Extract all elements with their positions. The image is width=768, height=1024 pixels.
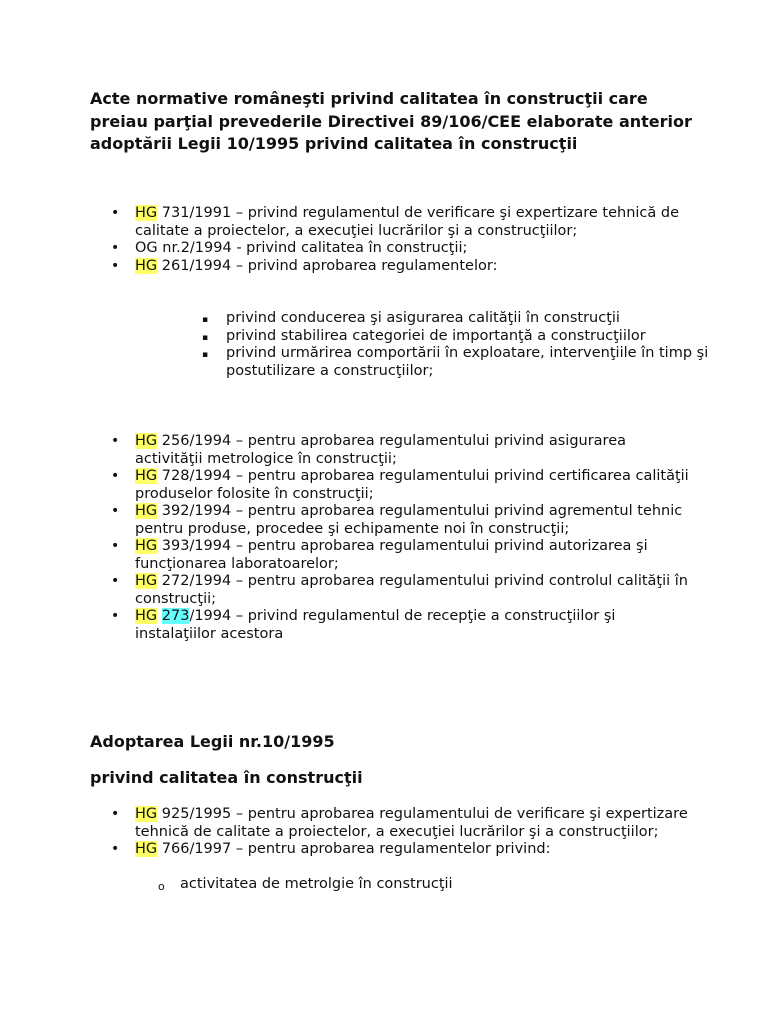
sublist-item xyxy=(202,310,726,328)
act-type: HG xyxy=(135,468,158,484)
sublist-item-text: privind conducerea şi asigurarea calităţii în construcţii xyxy=(226,310,620,326)
bullet-icon: • xyxy=(111,503,120,519)
act-type: OG xyxy=(135,240,158,256)
act-number-highlighted: 273 xyxy=(161,608,190,624)
square-bullet-icon: ▪ xyxy=(202,315,209,325)
list-item xyxy=(111,240,695,258)
list-item xyxy=(111,503,695,538)
sublist-item xyxy=(202,345,726,380)
act-type: HG xyxy=(135,841,158,857)
act-number: 766 xyxy=(161,841,190,857)
section-subheading: privind calitatea în construcţii xyxy=(90,768,363,787)
act-description: /1994 – pentru aprobarea regulamentului privind controlul calităţii în construcţii; xyxy=(135,573,688,607)
act-number: 392 xyxy=(161,503,190,519)
regulations-list-post-law xyxy=(111,806,695,859)
bullet-icon: • xyxy=(111,205,120,221)
act-description: /1994 – pentru aprobarea regulamentului privind agrementul tehnic pentru produse, procedee şi echipamente noi în construcţii; xyxy=(135,503,683,537)
act-number: 272 xyxy=(161,573,190,589)
bullet-icon: • xyxy=(111,573,120,589)
list-item xyxy=(111,538,695,573)
circle-bullet-icon: o xyxy=(158,880,165,893)
act-number: 261 xyxy=(161,257,190,274)
act-description: /1995 – pentru aprobarea regulamentului de verificare şi expertizare tehnică de calitate a proiectelor, a execuţiei lucrărilor şi a construcţiilor; xyxy=(135,806,688,840)
regulations-sublist-post-law xyxy=(158,876,680,894)
document-title: Acte normative româneşti privind calitatea în construcţii care preiau parţial prevederile Directivei 89/106/CEE elaborate anterior adoptării Legii 10/1995 privind calitatea în construcţii xyxy=(90,89,692,153)
regulations-list-pre-law xyxy=(111,205,695,275)
bullet-icon: • xyxy=(111,468,120,484)
act-description: /1994 – pentru aprobarea regulamentului privind autorizarea şi funcţionarea laboratoarelor; xyxy=(135,538,648,572)
sublist-item-text: privind urmărirea comportării în exploatare, intervenţiile în timp şi postutilizare a construcţiilor; xyxy=(226,345,709,379)
sublist-item xyxy=(158,876,680,894)
sublist-item-text: privind stabilirea categoriei de importanţă a construcţiilor xyxy=(226,327,646,344)
act-type: HG xyxy=(135,573,158,589)
bullet-icon: • xyxy=(111,538,120,554)
act-number: 256 xyxy=(161,433,190,449)
act-type: HG xyxy=(135,538,158,554)
section-heading: Adoptarea Legii nr.10/1995 xyxy=(90,732,335,751)
act-number: 925 xyxy=(161,806,190,822)
act-description: /1991 – privind regulamentul de verificare şi expertizare tehnică de calitate a proiectelor, a execuţiei lucrărilor şi a construcţiilor; xyxy=(135,205,680,239)
act-number: 393 xyxy=(161,538,190,554)
list-item xyxy=(111,468,695,503)
list-item xyxy=(111,841,695,859)
bullet-icon: • xyxy=(111,240,120,256)
list-item xyxy=(111,573,695,608)
square-bullet-icon: ▪ xyxy=(202,350,209,360)
bullet-icon: • xyxy=(111,433,120,449)
list-item xyxy=(111,433,695,468)
bullet-icon: • xyxy=(111,806,120,822)
sublist-item-text: activitatea de metrolgie în construcţii xyxy=(180,876,453,892)
square-bullet-icon: ▪ xyxy=(202,332,209,343)
act-type: HG xyxy=(135,257,158,274)
act-type: HG xyxy=(135,205,158,221)
act-type: HG xyxy=(135,806,158,822)
act-description: /1994 – pentru aprobarea regulamentului privind certificarea calităţii produselor folosite în construcţii; xyxy=(135,468,689,502)
bullet-icon: • xyxy=(111,841,120,857)
act-description: /1994 – privind aprobarea regulamentelor: xyxy=(189,257,498,274)
act-description: /1997 – pentru aprobarea regulamentelor privind: xyxy=(189,841,551,857)
list-item xyxy=(111,806,695,841)
act-description: /1994 – privind regulamentul de recepţie a construcţiilor şi instalaţiilor acestora xyxy=(135,608,616,642)
act-description: /1994 – pentru aprobarea regulamentului privind asigurarea activităţii metrologice în construcţii; xyxy=(135,433,627,467)
act-description: nr.2/1994 - privind calitatea în construcţii; xyxy=(157,240,468,256)
act-type: HG xyxy=(135,433,158,449)
regulations-sublist xyxy=(202,310,726,380)
act-type: HG xyxy=(135,503,158,519)
regulations-list-continued xyxy=(111,433,695,643)
list-item xyxy=(111,257,695,276)
bullet-icon: • xyxy=(111,257,120,274)
act-number: 731 xyxy=(161,205,190,221)
list-item xyxy=(111,608,695,643)
act-number: 728 xyxy=(161,468,190,484)
bullet-icon: • xyxy=(111,608,120,624)
list-item xyxy=(111,205,695,240)
sublist-item xyxy=(202,327,726,346)
act-type: HG xyxy=(135,608,158,624)
